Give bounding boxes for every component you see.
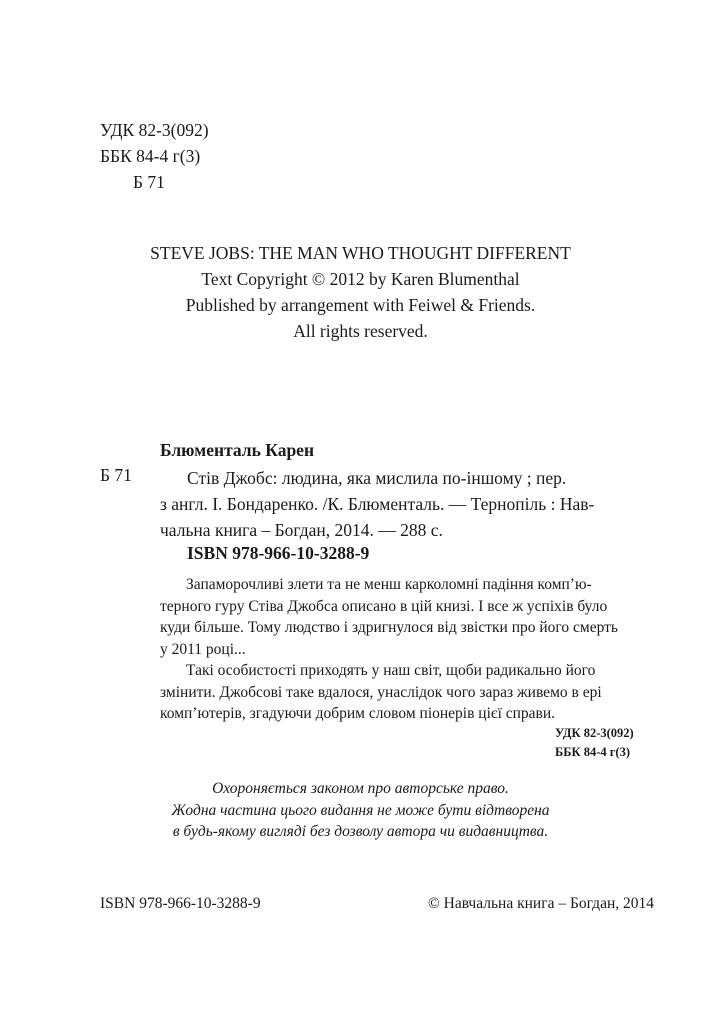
- abstract-line: Такі особистості приходять у наш світ, щоби радикально його: [186, 662, 596, 679]
- catalog-bbk: ББК 84-4 г(3): [555, 745, 631, 759]
- description-line: з англ. І. Бондаренко. /К. Блюменталь. — Тернопіль : Нав-: [160, 494, 595, 514]
- rights-notice: [0, 778, 721, 843]
- catalog-author: Блюменталь Карен: [160, 440, 315, 460]
- rights-line: Охороняється законом про авторське право.: [212, 780, 509, 797]
- catalog-description: [160, 465, 622, 543]
- abstract-line: змінити. Джобсові таке вдалося, унаслідок чого зараз живемо в ері: [160, 683, 602, 701]
- catalog-isbn: ISBN 978-966-10-3288-9: [187, 543, 370, 563]
- original-title: STEVE JOBS: THE MAN WHO THOUGHT DIFFERENT: [150, 243, 571, 263]
- abstract-line: куди більше. Тому людство і здригнулося від звістки про його смерть: [160, 619, 618, 636]
- original-copyright-block: [0, 240, 721, 344]
- rights-line: Жодна частина цього видання не може бути відтворена: [171, 801, 550, 819]
- original-arrangement: Published by arrangement with Feiwel & Friends.: [185, 295, 536, 315]
- original-rights: All rights reserved.: [293, 321, 428, 341]
- catalog-abstract: [160, 574, 636, 725]
- cutter-code: Б 71: [133, 172, 165, 192]
- footer-copyright: © Навчальна книга – Богдан, 2014: [427, 895, 654, 912]
- classification-block: [100, 117, 209, 195]
- footer-isbn: ISBN 978-966-10-3288-9: [100, 895, 261, 912]
- bbk-code: ББК 84-4 г(3): [100, 146, 201, 166]
- abstract-line: у 2011 році...: [160, 640, 246, 658]
- catalog-cutter: Б 71: [100, 465, 132, 485]
- original-copyright: Text Copyright © 2012 by Karen Blumenthal: [201, 269, 520, 289]
- abstract-line: комп’ютерів, згадуючи добрим словом піонерів цієї справи.: [160, 705, 556, 722]
- catalog-udk: УДК 82-3(092): [555, 726, 634, 740]
- abstract-line: Запаморочливі злети та не менш карколомні падіння комп’ю-: [186, 576, 592, 593]
- udk-code: УДК 82-3(092): [100, 120, 209, 140]
- description-line: чальна книга – Богдан, 2014. — 288 с.: [160, 520, 443, 540]
- description-line: Стів Джобс: людина, яка мислила по-іншому ; пер.: [187, 468, 567, 488]
- abstract-line: терного гуру Стіва Джобса описано в цій книзі. І все ж успіхів було: [160, 597, 608, 615]
- rights-line: в будь-якому вигляді без дозволу автора чи видавництва.: [172, 823, 549, 840]
- catalog-codes: [555, 724, 634, 762]
